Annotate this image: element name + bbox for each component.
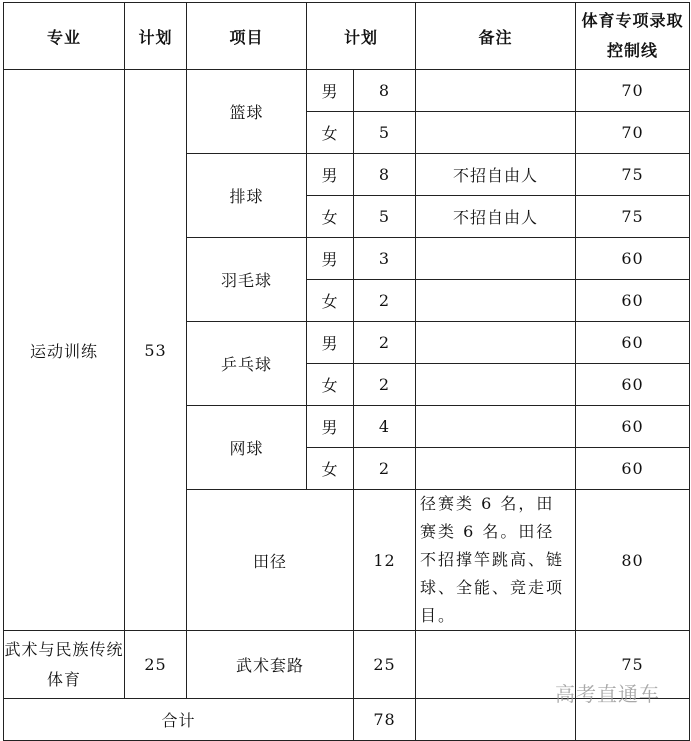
cutoff-cell: 75 xyxy=(576,154,690,196)
cutoff-cell: 60 xyxy=(576,364,690,406)
cutoff-cell: 80 xyxy=(576,490,690,631)
item-cell: 网球 xyxy=(187,406,307,490)
count-cell: 2 xyxy=(354,280,416,322)
gender-cell: 男 xyxy=(307,406,354,448)
gender-cell: 女 xyxy=(307,112,354,154)
cutoff-cell: 75 xyxy=(576,631,690,699)
cutoff-cell: 75 xyxy=(576,196,690,238)
count-cell: 2 xyxy=(354,322,416,364)
item-cell: 羽毛球 xyxy=(187,238,307,322)
count-cell: 25 xyxy=(354,631,416,699)
total-label: 合计 xyxy=(4,699,354,741)
count-cell: 8 xyxy=(354,154,416,196)
gender-cell: 男 xyxy=(307,154,354,196)
count-cell: 2 xyxy=(354,364,416,406)
watermark: 高考直通车 xyxy=(555,682,660,706)
cutoff-cell: 60 xyxy=(576,406,690,448)
cutoff-cell: 60 xyxy=(576,280,690,322)
note-cell xyxy=(416,448,576,490)
count-cell: 5 xyxy=(354,196,416,238)
count-cell: 12 xyxy=(354,490,416,631)
gender-cell: 男 xyxy=(307,70,354,112)
cutoff-cell: 60 xyxy=(576,238,690,280)
note-cell xyxy=(416,280,576,322)
gender-cell: 男 xyxy=(307,322,354,364)
header-major: 专业 xyxy=(4,3,125,70)
gender-cell: 女 xyxy=(307,196,354,238)
note-cell xyxy=(416,322,576,364)
header-item: 项目 xyxy=(187,3,307,70)
note-cell xyxy=(416,699,576,741)
header-cutoff: 体育专项录取控制线 xyxy=(576,3,690,70)
table-row xyxy=(4,70,690,112)
item-cell: 武术套路 xyxy=(187,631,354,699)
note-cell xyxy=(416,406,576,448)
note-cell: 不招自由人 xyxy=(416,196,576,238)
cutoff-cell: 70 xyxy=(576,112,690,154)
gender-cell: 男 xyxy=(307,238,354,280)
major-cell: 武术与民族传统体育 xyxy=(4,631,125,699)
note-cell xyxy=(416,364,576,406)
header-row xyxy=(4,3,690,70)
count-cell: 5 xyxy=(354,112,416,154)
count-cell: 2 xyxy=(354,448,416,490)
note-cell xyxy=(416,631,576,699)
item-cell: 排球 xyxy=(187,154,307,238)
gender-cell: 女 xyxy=(307,280,354,322)
cutoff-cell: 70 xyxy=(576,70,690,112)
note-cell: 径赛类 6 名，田赛类 6 名。田径不招撑竿跳高、链球、全能、竞走项目。 xyxy=(416,490,576,631)
header-plan: 计划 xyxy=(125,3,187,70)
enrollment-plan-table xyxy=(3,2,690,741)
item-cell: 篮球 xyxy=(187,70,307,154)
plan-cell: 25 xyxy=(125,631,187,699)
cutoff-cell: 60 xyxy=(576,322,690,364)
header-note: 备注 xyxy=(416,3,576,70)
note-cell xyxy=(416,238,576,280)
gender-cell: 女 xyxy=(307,364,354,406)
plan-cell: 53 xyxy=(125,70,187,631)
item-cell: 乒乓球 xyxy=(187,322,307,406)
cutoff-cell: 60 xyxy=(576,448,690,490)
major-cell: 运动训练 xyxy=(4,70,125,631)
note-cell: 不招自由人 xyxy=(416,154,576,196)
gender-cell: 女 xyxy=(307,448,354,490)
total-count: 78 xyxy=(354,699,416,741)
note-cell xyxy=(416,70,576,112)
note-cell xyxy=(416,112,576,154)
item-cell: 田径 xyxy=(187,490,354,631)
count-cell: 4 xyxy=(354,406,416,448)
count-cell: 8 xyxy=(354,70,416,112)
header-plan-detail: 计划 xyxy=(307,3,416,70)
count-cell: 3 xyxy=(354,238,416,280)
